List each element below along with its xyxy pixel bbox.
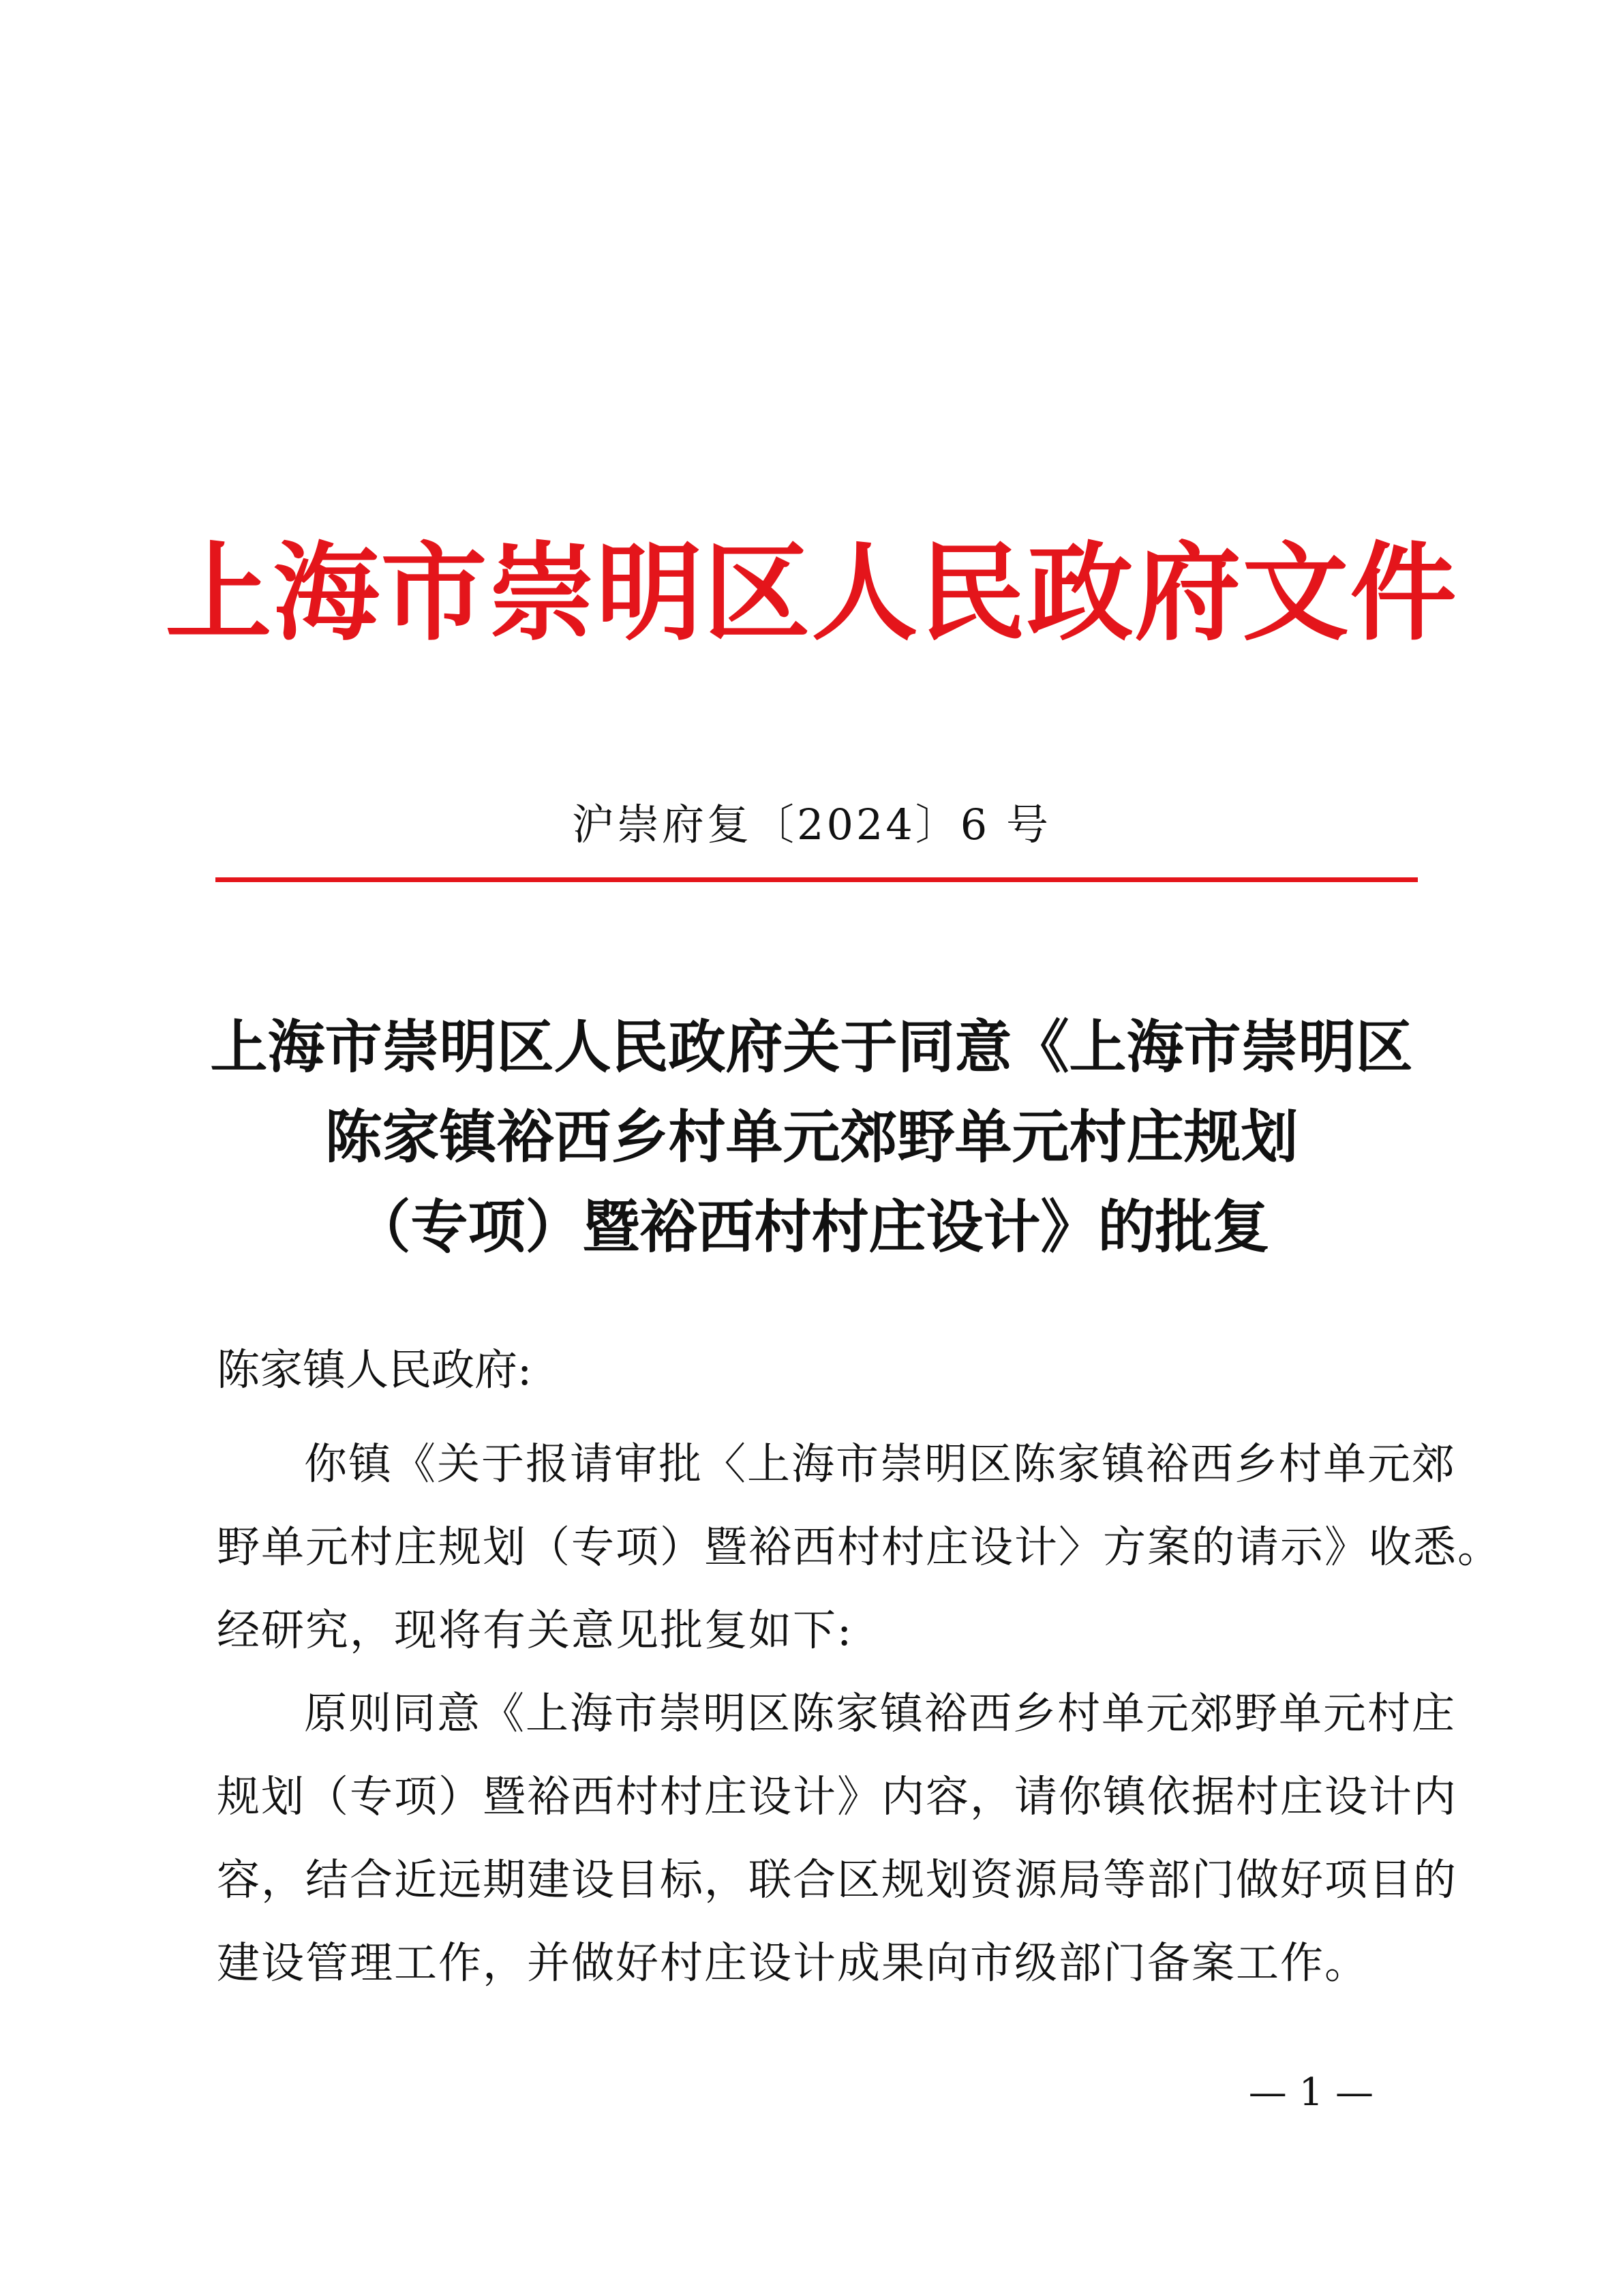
addressee: 陈家镇人民政府: [217, 1345, 532, 1395]
document-title [0, 1002, 1623, 1272]
body-line: 建设管理工作，并做好村庄设计成果向市级部门备案工作。 [217, 1938, 1369, 1988]
body-text [217, 1423, 1502, 2005]
body-line: 原则同意《上海市崇明区陈家镇裕西乡村单元郊野单元村庄 [304, 1689, 1456, 1738]
red-divider-line [215, 877, 1418, 882]
body-line: 规划（专项）暨裕西村村庄设计》内容，请你镇依据村庄设计内 [217, 1772, 1457, 1822]
body-line: 经研究，现将有关意见批复如下: [217, 1605, 853, 1655]
document-number: 沪崇府复〔2024〕6 号 [572, 800, 1051, 849]
body-line: 野单元村庄规划（专项）暨裕西村村庄设计〉方案的请示》收悉。 [217, 1522, 1502, 1572]
body-line: 你镇《关于报请审批〈上海市崇明区陈家镇裕西乡村单元郊 [304, 1439, 1456, 1489]
masthead-title: 上海市崇明区人民政府文件 [165, 530, 1458, 655]
body-line: 容，结合近远期建设目标，联合区规划资源局等部门做好项目的 [217, 1855, 1457, 1905]
title-line: （专项）暨裕西村村庄设计》的批复 [353, 1193, 1270, 1260]
title-line: 陈家镇裕西乡村单元郊野单元村庄规划 [324, 1103, 1299, 1170]
title-line: 上海市崇明区人民政府关于同意《上海市崇明区 [210, 1013, 1413, 1081]
page-number: — 1 — [1248, 2070, 1374, 2115]
